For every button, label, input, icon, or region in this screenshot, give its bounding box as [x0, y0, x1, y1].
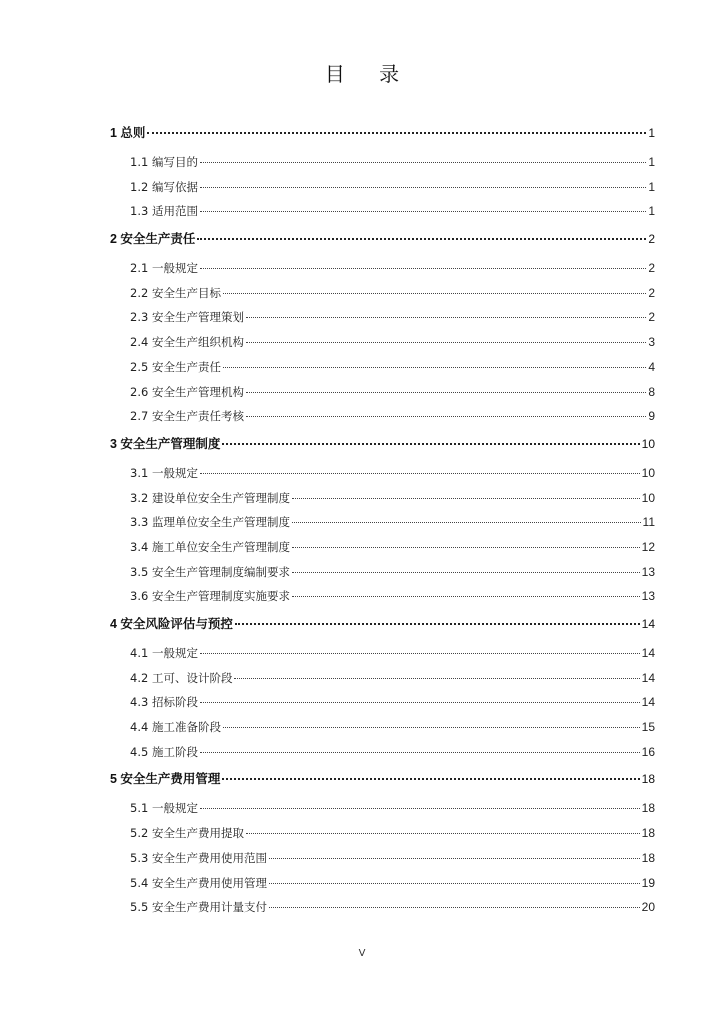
toc-item-label: 2.7 安全生产责任考核	[130, 409, 244, 424]
toc-chapter-entry[interactable]	[110, 766, 655, 792]
page-title: 目 录	[324, 62, 414, 86]
toc-leader-dots	[200, 752, 640, 753]
toc-leader-dots	[197, 238, 646, 240]
toc-item-label: 2.6 安全生产管理机构	[130, 384, 244, 399]
toc-item-page: 13	[641, 564, 655, 579]
toc-item-entry[interactable]	[110, 560, 655, 585]
toc-section	[110, 431, 655, 609]
toc-item-entry[interactable]	[110, 461, 655, 486]
toc-item-label: 2.4 安全生产组织机构	[130, 335, 244, 350]
toc-item-page: 10	[641, 490, 655, 505]
toc-item-entry[interactable]	[110, 175, 655, 200]
toc-item-page: 9	[648, 409, 655, 424]
toc-leader-dots	[200, 808, 640, 809]
toc-chapter-page: 2	[648, 232, 655, 247]
toc-leader-dots	[200, 268, 646, 269]
toc-item-entry[interactable]	[110, 281, 655, 306]
toc-leader-dots	[246, 833, 640, 834]
toc-leader-dots	[223, 293, 646, 294]
toc-chapter-label: 4 安全风险评估与预控	[110, 617, 233, 631]
toc-item-page: 12	[641, 539, 655, 554]
toc-item-page: 18	[641, 850, 655, 865]
toc-item-page: 3	[648, 335, 655, 350]
toc-item-page: 2	[648, 261, 655, 276]
toc-chapter-entry[interactable]	[110, 611, 655, 637]
toc-item-label: 3.3 监理单位安全生产管理制度	[130, 515, 290, 530]
toc-leader-dots	[222, 443, 639, 445]
toc-item-page: 2	[648, 310, 655, 325]
toc-item-page: 2	[648, 285, 655, 300]
toc-chapter-label: 1 总则	[110, 126, 146, 140]
toc-item-label: 5.1 一般规定	[130, 801, 198, 816]
toc-item-label: 1.2 编写依据	[130, 179, 198, 194]
toc-section	[110, 611, 655, 764]
toc-item-entry[interactable]	[110, 486, 655, 511]
toc-leader-dots	[269, 858, 640, 859]
toc-chapter-page: 14	[641, 617, 655, 631]
toc-section	[110, 120, 655, 224]
toc-leader-dots	[292, 572, 640, 573]
toc-item-label: 4.3 招标阶段	[130, 695, 198, 710]
toc-item-entry[interactable]	[110, 199, 655, 224]
toc-item-label: 4.2 工可、设计阶段	[130, 670, 233, 685]
toc-item-entry[interactable]	[110, 355, 655, 380]
toc-leader-dots	[234, 678, 639, 679]
toc-leader-dots	[292, 498, 640, 499]
toc-leader-dots	[200, 187, 646, 188]
toc-item-label: 5.4 安全生产费用使用管理	[130, 875, 267, 890]
toc-chapter-label: 3 安全生产管理制度	[110, 436, 221, 451]
toc-item-page: 16	[641, 744, 655, 759]
toc-item-label: 5.5 安全生产费用计量支付	[130, 900, 267, 915]
toc-leader-dots	[200, 162, 646, 163]
toc-item-page: 14	[641, 670, 655, 685]
toc-leader-dots	[269, 907, 640, 908]
toc-chapter-page: 18	[641, 772, 655, 787]
toc-leader-dots	[147, 132, 646, 134]
toc-leader-dots	[246, 317, 646, 318]
toc-item-page: 1	[648, 204, 655, 219]
toc-item-label: 5.2 安全生产费用提取	[130, 826, 244, 841]
toc-item-page: 18	[641, 826, 655, 841]
toc-leader-dots	[200, 653, 640, 654]
toc-item-label: 1.3 适用范围	[130, 204, 198, 219]
toc-item-label: 3.1 一般规定	[130, 465, 198, 480]
toc-item-page: 8	[648, 384, 655, 399]
toc-item-page: 4	[648, 359, 655, 374]
toc-item-entry[interactable]	[110, 380, 655, 405]
toc-item-label: 3.2 建设单位安全生产管理制度	[130, 490, 290, 505]
toc-chapter-entry[interactable]	[110, 226, 655, 252]
toc-leader-dots	[200, 211, 646, 212]
toc-item-entry[interactable]	[110, 666, 655, 691]
toc-leader-dots	[200, 473, 640, 474]
toc-item-label: 4.5 施工阶段	[130, 744, 198, 759]
table-of-contents	[110, 118, 655, 920]
toc-item-entry[interactable]	[110, 535, 655, 560]
toc-leader-dots	[292, 596, 640, 597]
toc-item-entry[interactable]	[110, 404, 655, 429]
toc-item-label: 2.3 安全生产管理策划	[130, 310, 244, 325]
toc-leader-dots	[246, 342, 646, 343]
toc-item-page: 15	[641, 720, 655, 735]
toc-leader-dots	[200, 702, 640, 703]
toc-section	[110, 766, 655, 919]
toc-leader-dots	[246, 416, 646, 417]
toc-chapter-entry[interactable]	[110, 431, 655, 457]
toc-chapter-page: 1	[648, 126, 655, 140]
toc-leader-dots	[292, 522, 641, 523]
toc-item-entry[interactable]	[110, 715, 655, 740]
toc-item-label: 2.5 安全生产责任	[130, 359, 221, 374]
toc-item-page: 14	[641, 695, 655, 710]
toc-item-label: 3.4 施工单位安全生产管理制度	[130, 539, 290, 554]
toc-item-entry[interactable]	[110, 895, 655, 920]
toc-item-entry[interactable]	[110, 690, 655, 715]
toc-item-page: 14	[641, 646, 655, 660]
page-number-footer: V	[358, 948, 366, 959]
toc-item-label: 4.1 一般规定	[130, 646, 198, 660]
toc-item-label: 3.6 安全生产管理制度实施要求	[130, 589, 290, 604]
toc-leader-dots	[246, 392, 646, 393]
toc-item-entry[interactable]	[110, 871, 655, 896]
toc-item-entry[interactable]	[110, 330, 655, 355]
toc-chapter-label: 5 安全生产费用管理	[110, 772, 221, 787]
toc-section	[110, 226, 655, 429]
toc-item-page: 19	[641, 875, 655, 890]
toc-item-entry[interactable]	[110, 821, 655, 846]
toc-item-page: 20	[641, 900, 655, 915]
toc-item-entry[interactable]	[110, 740, 655, 765]
toc-chapter-label: 2 安全生产责任	[110, 232, 196, 247]
toc-item-label: 3.5 安全生产管理制度编制要求	[130, 564, 290, 579]
toc-item-label: 1.1 编写目的	[130, 155, 198, 169]
toc-leader-dots	[223, 367, 646, 368]
toc-item-page: 1	[648, 179, 655, 194]
toc-leader-dots	[269, 883, 640, 884]
toc-leader-dots	[223, 727, 640, 728]
toc-item-label: 2.2 安全生产目标	[130, 285, 221, 300]
toc-chapter-entry[interactable]	[110, 120, 655, 146]
toc-item-label: 5.3 安全生产费用使用范围	[130, 850, 267, 865]
toc-leader-dots	[222, 778, 639, 780]
toc-item-entry[interactable]	[110, 256, 655, 281]
toc-item-page: 11	[642, 515, 655, 530]
toc-item-entry[interactable]	[110, 641, 655, 666]
toc-leader-dots	[235, 623, 640, 625]
toc-item-entry[interactable]	[110, 846, 655, 871]
toc-item-entry[interactable]	[110, 584, 655, 609]
toc-item-label: 2.1 一般规定	[130, 261, 198, 276]
toc-item-entry[interactable]	[110, 510, 655, 535]
toc-item-page: 1	[648, 155, 655, 169]
toc-leader-dots	[292, 547, 640, 548]
toc-item-entry[interactable]	[110, 150, 655, 175]
toc-item-page: 13	[641, 589, 655, 604]
toc-item-label: 4.4 施工准备阶段	[130, 720, 221, 735]
toc-item-page: 18	[641, 801, 655, 816]
toc-item-entry[interactable]	[110, 305, 655, 330]
toc-item-entry[interactable]	[110, 796, 655, 821]
toc-item-page: 10	[641, 465, 655, 480]
toc-chapter-page: 10	[641, 436, 655, 451]
